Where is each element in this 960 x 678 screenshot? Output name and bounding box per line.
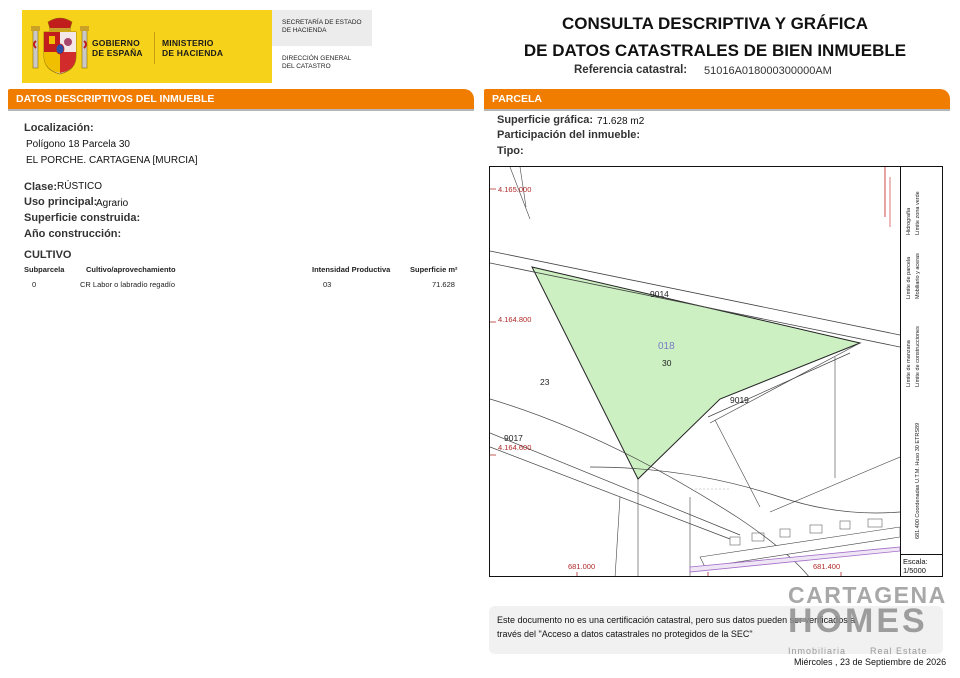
parcel-polygon (532, 267, 860, 479)
localizacion-line1: Polígono 18 Parcela 30 (26, 139, 130, 150)
coord-y-4164600: 4.164.600 (498, 443, 532, 452)
legend-limite-manzana: Límite de manzana (906, 340, 912, 387)
direccion-line2: DEL CATASTRO (282, 63, 331, 70)
footer-date: Miércoles , 23 de Septiembre de 2026 (794, 657, 947, 667)
superficie-grafica-label: Superficie gráfica: (497, 114, 593, 126)
direccion-line1: DIRECCIÓN GENERAL (282, 55, 352, 62)
legend-mobiliario: Mobiliario y aceras (915, 253, 921, 299)
brand-line2: HOMES (788, 602, 928, 640)
secretaria-line2: DE HACIENDA (282, 27, 327, 34)
document-title (480, 10, 950, 64)
tipo-label: Tipo: (497, 145, 524, 157)
scale-box (900, 554, 942, 577)
scale-value: 1/5000 (903, 566, 926, 575)
brand-line3a: Inmobiliaria (788, 646, 847, 656)
map-label-23: 23 (540, 377, 550, 387)
localizacion-label: Localización: (24, 122, 94, 134)
brand-line3 (788, 646, 928, 656)
cultivo-title: CULTIVO (24, 249, 72, 261)
legend-divider (900, 167, 901, 554)
section-datos-descriptivos: DATOS DESCRIPTIVOS DEL INMUEBLE (8, 89, 474, 109)
uso-principal-value: Agrario (96, 198, 129, 209)
legend-limite-parcela: Límite de parcela (906, 256, 912, 299)
superficie-grafica-value: 71.628 m2 (597, 116, 645, 127)
gobierno-text (92, 38, 143, 58)
logo-divider (154, 32, 155, 64)
section-underline-left (8, 109, 474, 111)
brand-watermark (780, 582, 950, 662)
gobierno-line1: GOBIERNO (92, 38, 140, 48)
map-drawing (490, 167, 900, 577)
referencia-value: 51016A018000300000AM (704, 65, 832, 77)
ministerio-line2: DE HACIENDA (162, 48, 224, 58)
table-cell-subparcela: 0 (32, 280, 37, 289)
ministerio-text (162, 38, 223, 58)
uso-principal-label: Uso principal: (24, 196, 98, 208)
coord-x-681000: 681.000 (568, 562, 596, 571)
direccion-general (272, 55, 351, 71)
coat-of-arms-icon (30, 16, 90, 78)
ministerio-line1: MINISTERIO (162, 38, 214, 48)
map-label-parcel-number: 30 (662, 358, 672, 368)
map-label-9019: 9019 (730, 395, 749, 405)
table-header-intensidad: Intensidad Productiva (312, 265, 391, 274)
legend-hidrografia: Hidrografía (906, 207, 912, 235)
table-cell-cultivo: CR Labor o labradío regadío (80, 280, 176, 289)
table-header-subparcela: Subparcela (24, 265, 65, 274)
secretaria-line1: SECRETARÍA DE ESTADO (282, 19, 362, 26)
brand-line3b: Real Estate (870, 646, 928, 656)
table-cell-superficie: 71.628 (432, 280, 455, 289)
title-line2: DE DATOS CATASTRALES DE BIEN INMUEBLE (523, 41, 907, 60)
gobierno-logo (22, 10, 272, 83)
secretaria-box (272, 10, 372, 46)
legend-limite-construcciones: Límite de construcciones (915, 326, 921, 387)
section-parcela: PARCELA (484, 89, 950, 109)
cadastral-map[interactable] (489, 166, 943, 577)
table-header-cultivo: Cultivo/aprovechamiento (86, 265, 176, 274)
section-underline-right (484, 109, 950, 111)
scale-label: Escala: (903, 557, 928, 566)
participacion-label: Participación del inmueble: (497, 129, 641, 141)
clase-label: Clase: (24, 181, 58, 193)
table-header-superficie: Superficie m² (410, 265, 458, 274)
title-line1: CONSULTA DESCRIPTIVA Y GRÁFICA (561, 14, 869, 33)
ano-construccion-label: Año construcción: (24, 228, 122, 240)
coord-x-681400: 681.400 (813, 562, 841, 571)
map-label-9014: 9014 (650, 289, 669, 299)
legend-limite-zona-verde: Límite zona verde (915, 191, 921, 235)
notice-line1: Este documento no es una certificación catastral, pero sus datos pueden ser verificados a (497, 615, 856, 625)
coord-y-4164800: 4.164.800 (498, 315, 532, 324)
legend-coordenadas: 681.400 Coordenadas U.T.M. Huso 30 ETRS89 (915, 422, 921, 539)
map-label-parcel-code: 018 (658, 341, 675, 352)
referencia-row (574, 64, 832, 77)
clase-value: RÚSTICO (57, 181, 102, 192)
table-cell-intensidad: 03 (323, 280, 332, 289)
superficie-construida-label: Superficie construida: (24, 212, 141, 224)
gobierno-line2: DE ESPAÑA (92, 48, 143, 58)
referencia-label: Referencia catastral: (574, 64, 688, 76)
map-label-9017: 9017 (504, 433, 523, 443)
localizacion-line2: EL PORCHE. CARTAGENA [MURCIA] (26, 155, 198, 166)
notice-line2: través del "Acceso a datos catastrales no protegidos de la SEC" (497, 629, 753, 639)
brand-line1: CARTAGENA (788, 582, 947, 608)
coord-y-4165000: 4.165.000 (498, 185, 532, 194)
